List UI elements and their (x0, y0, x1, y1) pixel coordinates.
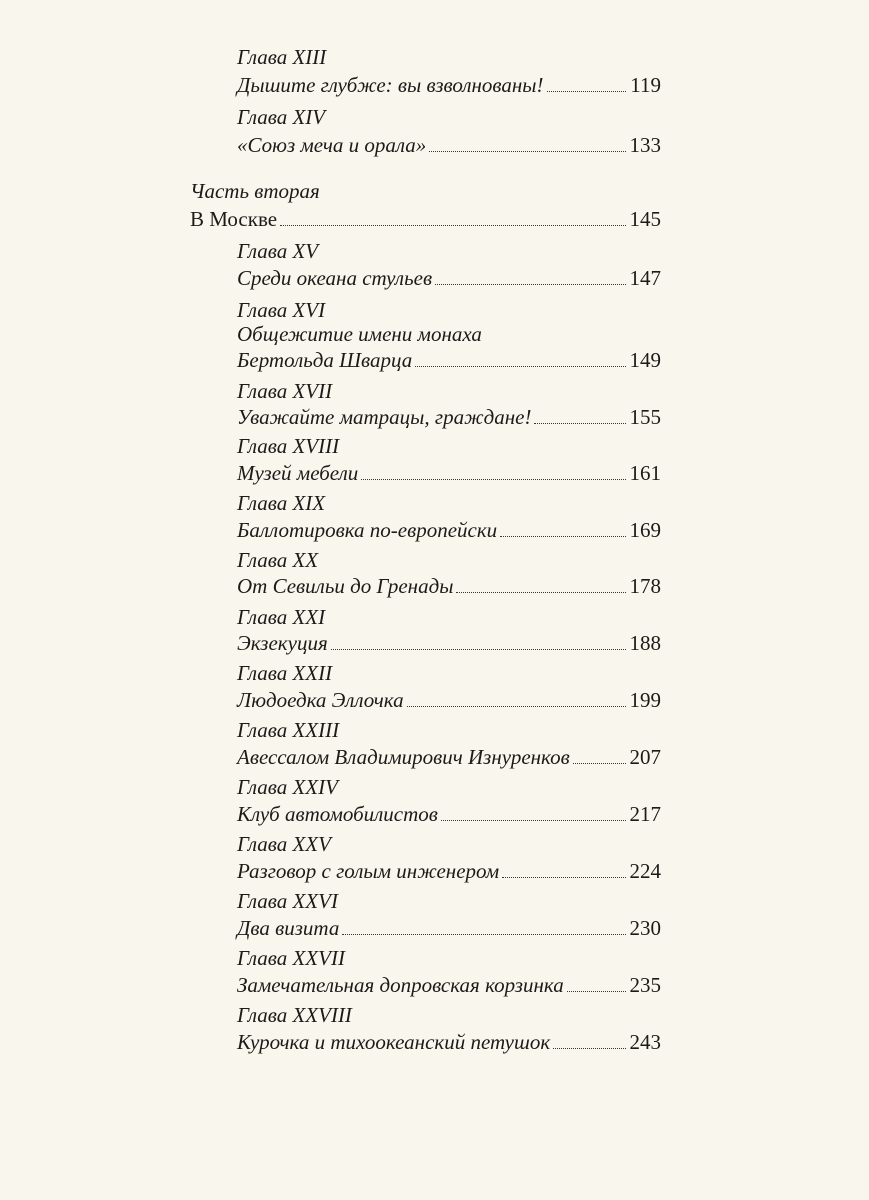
leader-dots (280, 224, 625, 226)
chapter-label: Глава XIII (237, 45, 327, 69)
chapter-title: Музей мебели (237, 461, 359, 485)
chapter-label: Глава XXVII (237, 946, 345, 970)
leader-dots (415, 365, 625, 367)
chapter-title: От Севильи до Гренады (237, 574, 454, 598)
leader-dots (553, 1047, 625, 1049)
chapter-label: Глава XXV (237, 832, 331, 856)
chapter-title: Замечательная допровская корзинка (237, 973, 564, 997)
leader-dots (331, 648, 626, 650)
chapter-label: Глава XVIII (237, 434, 340, 458)
chapter-title: Уважайте матрацы, граждане! (237, 405, 532, 429)
toc-entry (237, 132, 661, 158)
toc-entry (237, 858, 661, 884)
page-number: 133 (629, 133, 661, 157)
page-number: 147 (629, 266, 661, 290)
page-number: 161 (629, 461, 661, 485)
page-number: 169 (629, 518, 661, 542)
chapter-label: Глава XXII (237, 661, 333, 685)
toc-entry (237, 573, 661, 599)
toc-entry-part (190, 206, 661, 232)
page-number: 145 (629, 207, 661, 231)
chapter-label: Глава XIX (237, 491, 326, 515)
chapter-label: Глава XVII (237, 379, 333, 403)
part-label: Часть вторая (190, 179, 320, 203)
page-number: 199 (629, 688, 661, 712)
toc-entry (237, 517, 661, 543)
chapter-label: Глава XXVI (237, 889, 338, 913)
page-number: 119 (630, 73, 661, 97)
chapter-title: Клуб автомобилистов (237, 802, 438, 826)
leader-dots (342, 933, 625, 935)
toc-entry (237, 630, 661, 656)
page-number: 217 (629, 802, 661, 826)
leader-dots (547, 90, 627, 92)
page-number: 235 (629, 973, 661, 997)
leader-dots (435, 283, 625, 285)
leader-dots (361, 478, 625, 480)
chapter-title: Бертольда Шварца (237, 348, 413, 372)
leader-dots (567, 990, 626, 992)
chapter-label: Глава XV (237, 239, 319, 263)
toc-entry (237, 972, 661, 998)
toc-entry (237, 1029, 661, 1055)
toc-entry (237, 404, 661, 430)
chapter-title: Людоедка Эллочка (237, 688, 404, 712)
chapter-label: Глава XX (237, 548, 319, 572)
toc-entry (237, 265, 661, 291)
page-number: 188 (629, 631, 661, 655)
chapter-title: Два визита (237, 916, 340, 940)
page-number: 155 (629, 405, 661, 429)
leader-dots (502, 876, 625, 878)
toc-entry (237, 744, 661, 770)
chapter-label: Глава XXIII (237, 718, 340, 742)
chapter-title: Среди океана стульев (237, 266, 433, 290)
toc-entry (237, 347, 661, 373)
leader-dots (456, 591, 625, 593)
toc-entry (237, 72, 661, 98)
chapter-label: Глава XIV (237, 105, 326, 129)
leader-dots (534, 422, 625, 424)
page-number: 224 (629, 859, 661, 883)
page-number: 207 (629, 745, 661, 769)
chapter-title-line: Общежитие имени монаха (237, 322, 482, 346)
chapter-title: Курочка и тихоокеанский петушок (237, 1030, 551, 1054)
leader-dots (429, 150, 625, 152)
chapter-label: Глава XXVIII (237, 1003, 352, 1027)
part-title: В Москве (190, 207, 278, 231)
page-number: 178 (629, 574, 661, 598)
chapter-title: Разговор с голым инженером (237, 859, 500, 883)
leader-dots (500, 535, 625, 537)
page-number: 243 (629, 1030, 661, 1054)
chapter-label: Глава XXI (237, 605, 326, 629)
toc-entry (237, 801, 661, 827)
chapter-title: Экзекуция (237, 631, 328, 655)
chapter-label: Глава XXIV (237, 775, 338, 799)
leader-dots (441, 819, 626, 821)
toc-entry (237, 460, 661, 486)
toc-entry (237, 915, 661, 941)
leader-dots (573, 762, 626, 764)
chapter-title: «Союз меча и орала» (237, 133, 427, 157)
page-number: 230 (629, 916, 661, 940)
chapter-title: Баллотировка по-европейски (237, 518, 498, 542)
page-number: 149 (629, 348, 661, 372)
leader-dots (407, 705, 626, 707)
chapter-title: Дышите глубже: вы взволнованы! (237, 73, 544, 97)
chapter-label: Глава XVI (237, 298, 326, 322)
toc-entry (237, 687, 661, 713)
chapter-title: Авессалом Владимирович Изнуренков (237, 745, 570, 769)
